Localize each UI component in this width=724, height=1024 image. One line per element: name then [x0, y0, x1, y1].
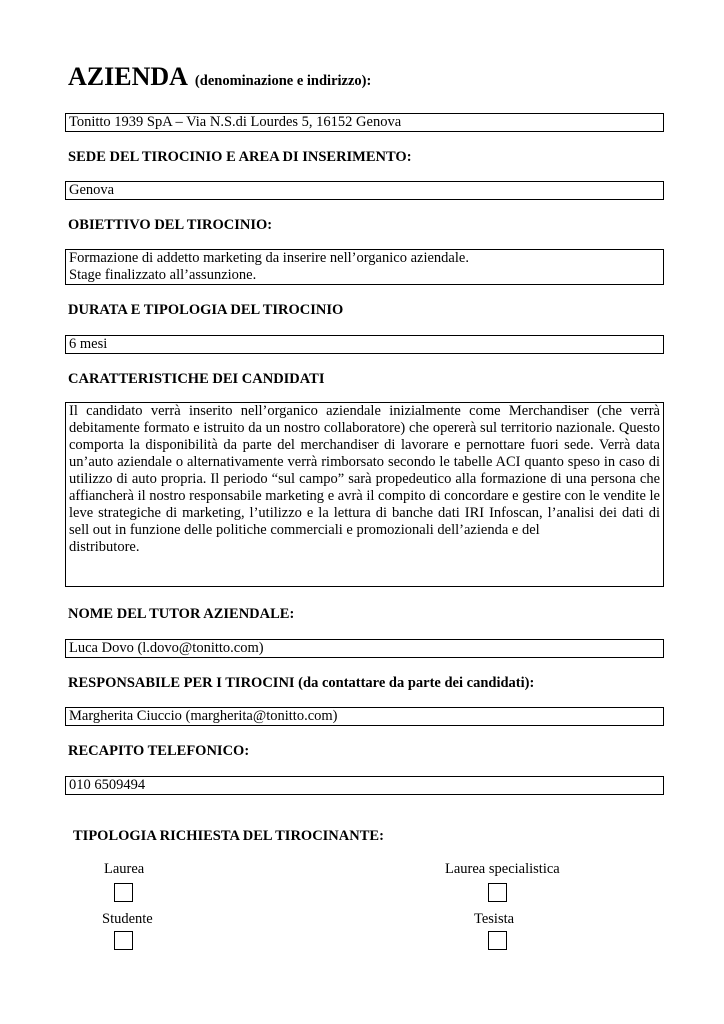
option-laurea-checkbox[interactable]	[114, 883, 133, 902]
obiettivo-line-2: Stage finalizzato all’assunzione.	[69, 267, 257, 283]
recapito-value: 010 6509494	[69, 777, 146, 793]
sede-field[interactable]	[65, 181, 664, 200]
tipologia-heading: TIPOLOGIA RICHIESTA DEL TIROCINANTE:	[73, 828, 384, 844]
azienda-value: Tonitto 1939 SpA – Via N.S.di Lourdes 5, 16152 Genova	[69, 114, 402, 130]
option-laurea-specialistica-checkbox[interactable]	[488, 883, 507, 902]
caratteristiche-text	[69, 403, 660, 556]
responsabile-value: Margherita Ciuccio (margherita@tonitto.com)	[69, 708, 338, 724]
recapito-heading: RECAPITO TELEFONICO:	[68, 743, 250, 759]
sede-heading: SEDE DEL TIROCINIO E AREA DI INSERIMENTO:	[68, 149, 412, 165]
obiettivo-heading: OBIETTIVO DEL TIROCINIO:	[68, 217, 273, 233]
option-laurea-label: Laurea	[104, 861, 145, 877]
caratteristiche-last-line: distributore.	[69, 539, 140, 555]
sede-value: Genova	[69, 182, 115, 198]
option-tesista-checkbox[interactable]	[488, 931, 507, 950]
option-tesista-label: Tesista	[474, 911, 515, 927]
caratteristiche-field[interactable]	[65, 402, 664, 587]
option-laurea-specialistica-label: Laurea specialistica	[445, 861, 560, 877]
title-subtitle: (denominazione e indirizzo):	[194, 73, 372, 89]
obiettivo-line-1: Formazione di addetto marketing da inserire nell’organico aziendale.	[69, 250, 469, 266]
responsabile-heading: RESPONSABILE PER I TIROCINI (da contattare da parte dei candidati):	[68, 675, 535, 691]
tutor-heading: NOME DEL TUTOR AZIENDALE:	[68, 606, 295, 622]
option-studente-checkbox[interactable]	[114, 931, 133, 950]
durata-heading: DURATA E TIPOLOGIA DEL TIROCINIO	[68, 302, 344, 318]
recapito-field[interactable]	[65, 776, 664, 795]
durata-value: 6 mesi	[69, 336, 108, 352]
caratteristiche-body: Il candidato verrà inserito nell’organico aziendale inizialmente come Merchandiser (che verrà debitamente formato e istruito da un nostro collaboratore) che opererà sul territorio nazionale. Questo comporta la disponibilità da parte del merchandiser di lavorare e pernottare fuori sede. Verrà data un’auto aziendale o alternativamente verrà rimborsato secondo le tabelle ACI quanto speso in caso di utilizzo di auto propria. Il periodo “sul campo” sarà propedeutico alla formazione di una persona che affiancherà il nostro responsabile marketing e avrà il compito di concordare e gestire con le vendite le leve strategiche di marketing, l’utilizzo e la lettura di banche dati IRI Infoscan, l’analisi dei dati di sell out in funzione delle politiche commerciali e promozionali dell’azienda e del	[69, 403, 660, 538]
obiettivo-field[interactable]	[65, 249, 664, 285]
tutor-value: Luca Dovo (l.dovo@tonitto.com)	[69, 640, 264, 656]
responsabile-field[interactable]	[65, 707, 664, 726]
caratteristiche-heading: CARATTERISTICHE DEI CANDIDATI	[68, 371, 325, 387]
durata-field[interactable]	[65, 335, 664, 354]
title-azienda: AZIENDA	[68, 62, 188, 91]
page-title	[68, 62, 371, 92]
azienda-field[interactable]	[65, 113, 664, 132]
tutor-field[interactable]	[65, 639, 664, 658]
option-studente-label: Studente	[102, 911, 153, 927]
